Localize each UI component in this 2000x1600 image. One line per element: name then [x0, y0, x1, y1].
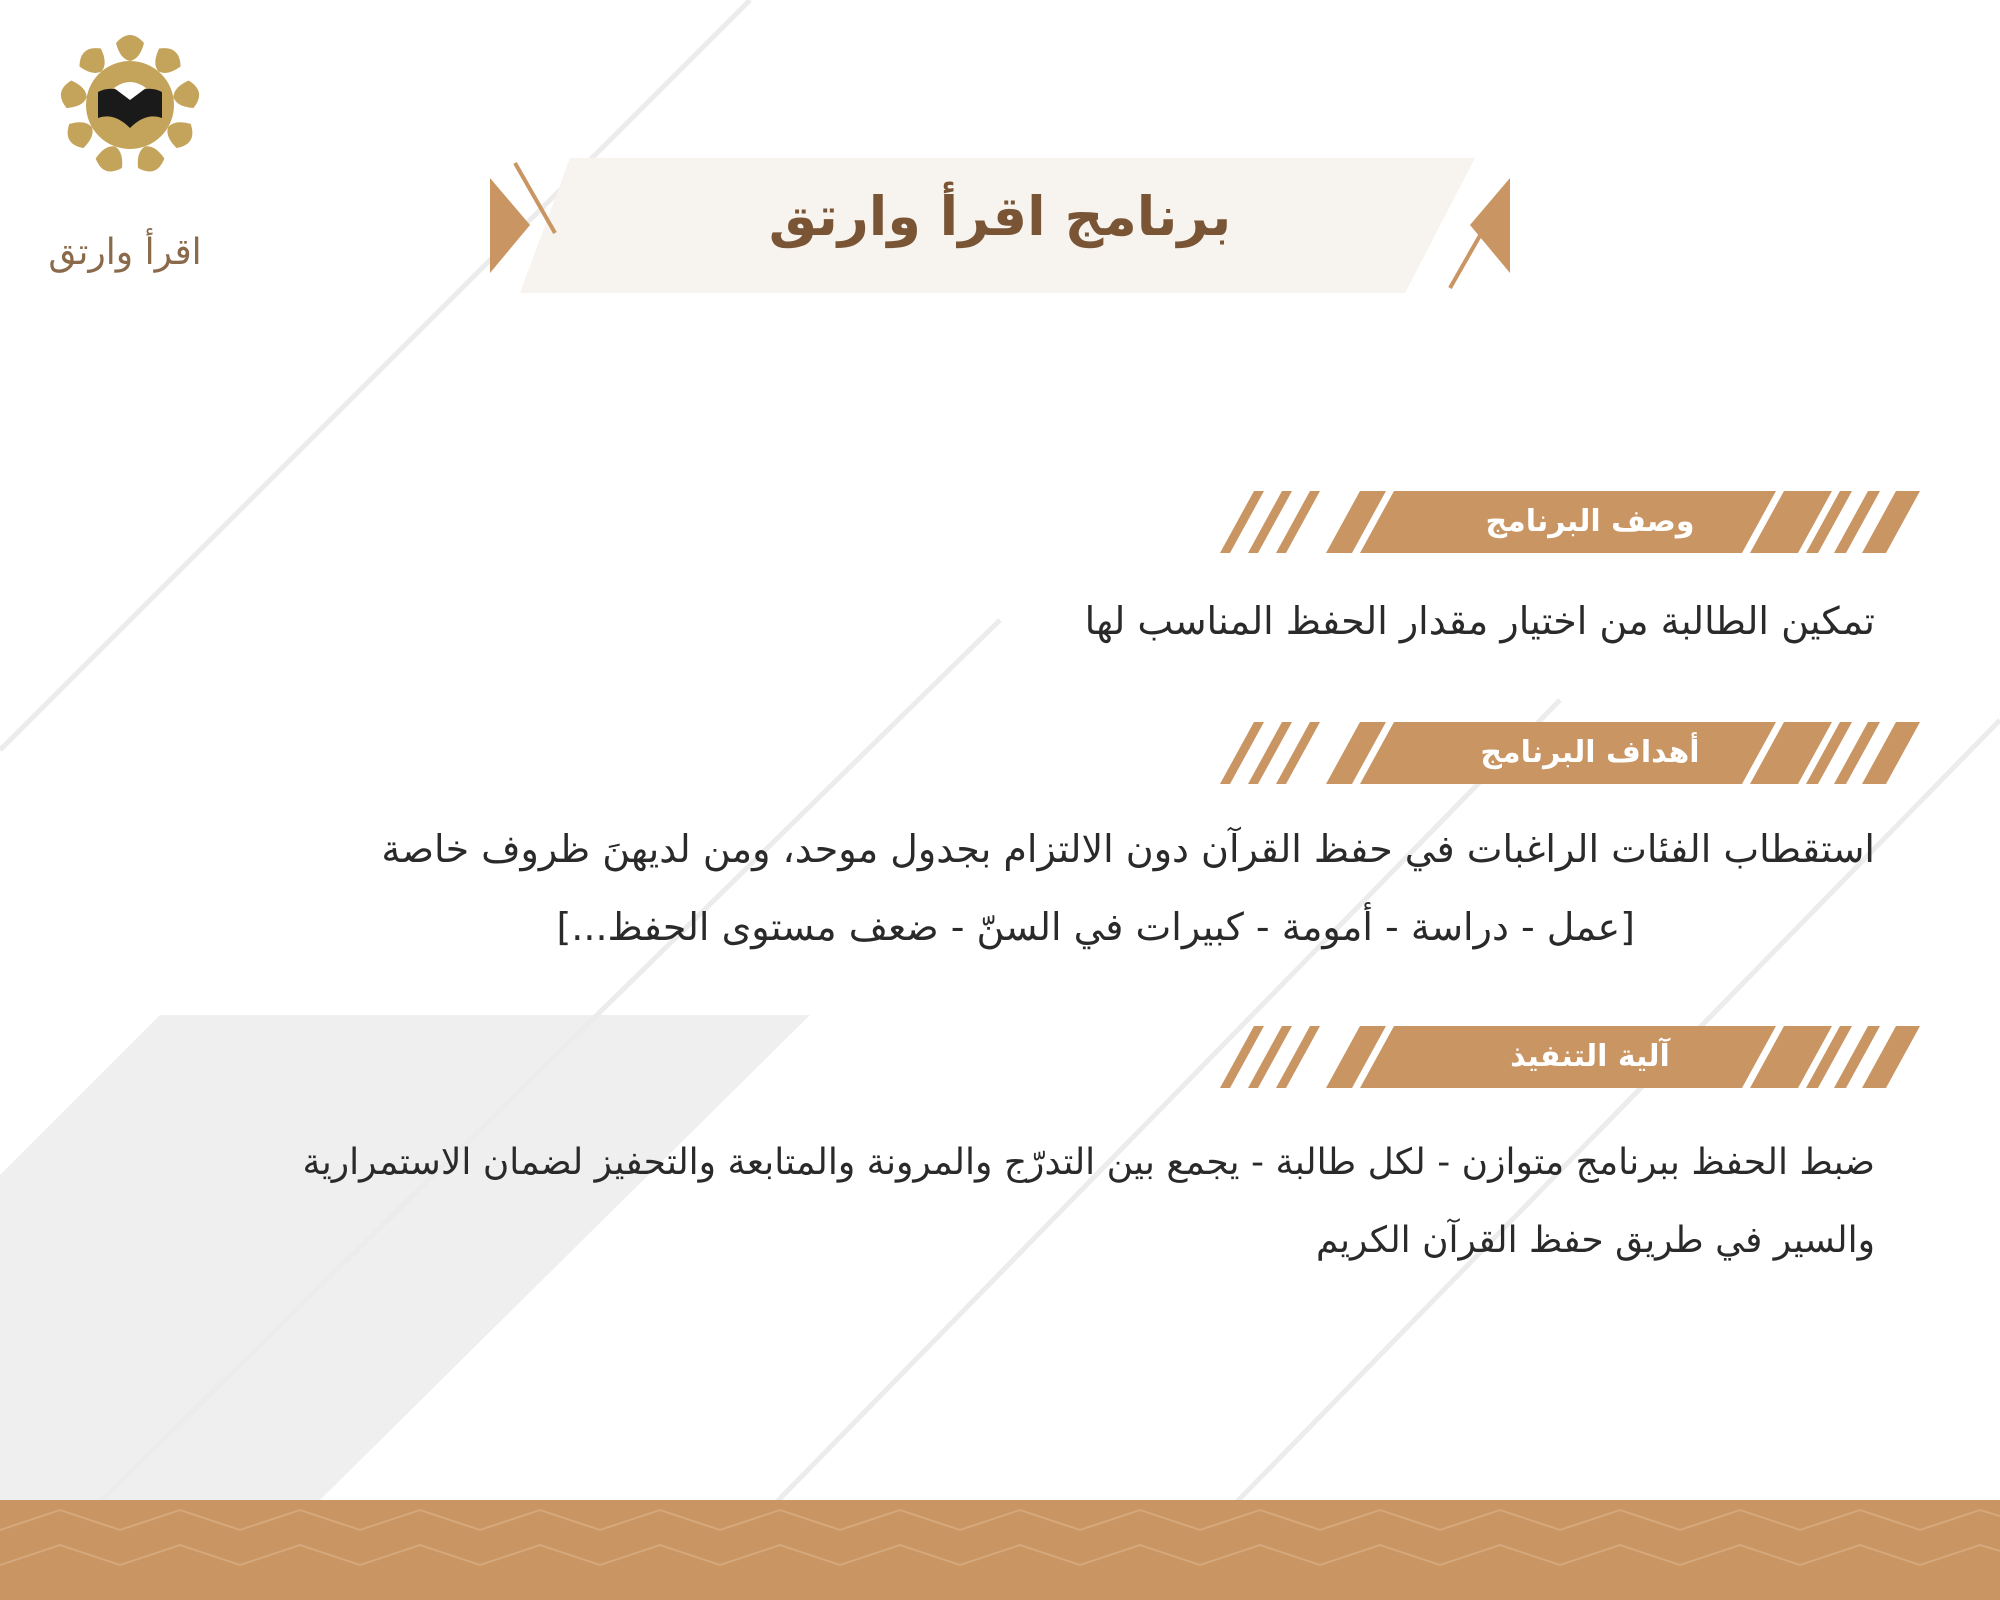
text-line: استقطاب الفئات الراغبات في حفظ القرآن دون الالتزام بجدول موحد، ومن لديهنَ ظروف خاصة: [381, 827, 1875, 871]
section-header-goals: [1220, 722, 1920, 784]
footer-pattern: [0, 1500, 2000, 1600]
brand-name: اقرأ وارتق: [48, 232, 202, 273]
section-header-implementation: [1220, 1026, 1920, 1088]
footer-band: [0, 1500, 2000, 1600]
section-goals-text: [381, 810, 1875, 966]
text-line: تمكين الطالبة من اختيار مقدار الحفظ المناسب لها: [1084, 599, 1875, 643]
logo-icon: [55, 30, 205, 180]
section-header-label: أهداف البرنامج: [1480, 735, 1700, 770]
section-implementation-text: [302, 1124, 1875, 1280]
text-line: والسير في طريق حفظ القرآن الكريم: [1315, 1220, 1875, 1261]
text-line: [عمل - دراسة - أمومة - كبيرات في السنّ - ضعف مستوى الحفظ...]: [556, 905, 1635, 949]
section-header-description: [1220, 491, 1920, 553]
text-line: ضبط الحفظ ببرنامج متوازن - لكل طالبة - يجمع بين التدرّج والمرونة والمتابعة والتحفيز لضمان الاستمرارية: [302, 1142, 1875, 1183]
page-title: برنامج اقرأ وارتق: [768, 185, 1232, 248]
section-description-text: [1085, 582, 1875, 660]
section-header-label: آلية التنفيذ: [1510, 1039, 1670, 1074]
section-header-label: وصف البرنامج: [1485, 504, 1695, 539]
